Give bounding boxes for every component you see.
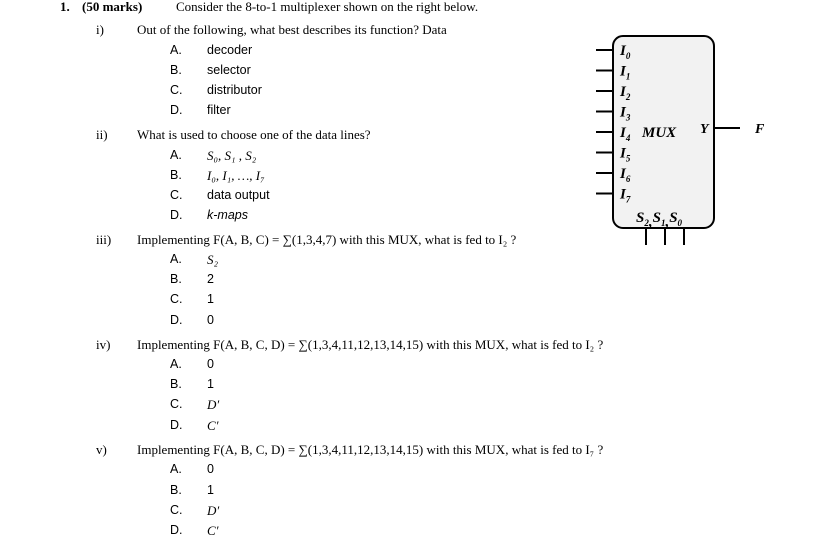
option-text: selector bbox=[207, 63, 251, 77]
option-text: 2 bbox=[207, 272, 214, 286]
option-text: D′ bbox=[207, 503, 220, 518]
option-letter: B. bbox=[170, 168, 182, 182]
mux-input-label: $I_6$ bbox=[620, 166, 631, 184]
option-letter: B. bbox=[170, 483, 182, 497]
option-text: filter bbox=[207, 103, 231, 117]
option-text: 1 bbox=[207, 292, 214, 306]
option-text: 1 bbox=[207, 483, 214, 497]
option-letter: B. bbox=[170, 272, 182, 286]
part-question: What is used to choose one of the data lines? bbox=[137, 127, 371, 142]
mux-output-pin: Y bbox=[700, 122, 709, 137]
part-question: Implementing F(A, B, C) = ∑(1,3,4,7) with this MUX, what is fed to I₂ ? bbox=[137, 232, 517, 247]
part-label: i) bbox=[96, 22, 104, 37]
question-number: 1. bbox=[60, 0, 70, 14]
option-text: decoder bbox=[207, 43, 253, 57]
option-letter: A. bbox=[170, 252, 182, 266]
option-letter: D. bbox=[170, 313, 183, 327]
option-text: C′ bbox=[207, 418, 219, 433]
option-text: 0 bbox=[207, 462, 214, 476]
option-text: 0 bbox=[207, 357, 214, 371]
option-letter: A. bbox=[170, 462, 182, 476]
option-letter: A. bbox=[170, 357, 182, 371]
option-letter: B. bbox=[170, 63, 182, 77]
question-prompt: Consider the 8-to-1 multiplexer shown on the right below. bbox=[176, 0, 479, 14]
part-question: Implementing F(A, B, C, D) = ∑(1,3,4,11,12,13,14,15) with this MUX, what is fed to I₂ ? bbox=[137, 337, 604, 352]
option-text: S₂ bbox=[207, 252, 219, 267]
option-text: I₀, I₁, …, I₇ bbox=[207, 168, 265, 183]
option-letter: D. bbox=[170, 418, 183, 432]
part-question: Out of the following, what best describes its function? Data bbox=[137, 22, 447, 37]
mux-input-label: $I_4$ bbox=[620, 125, 631, 143]
option-text: 1 bbox=[207, 377, 214, 391]
mux-input-label: $I_3$ bbox=[620, 104, 631, 123]
mux-output-name: F bbox=[755, 122, 765, 137]
option-text: C′ bbox=[207, 523, 219, 538]
part-label: ii) bbox=[96, 127, 108, 142]
option-text: k-maps bbox=[207, 208, 248, 222]
option-letter: C. bbox=[170, 292, 183, 306]
mux-label: MUX bbox=[642, 125, 677, 141]
option-letter: C. bbox=[170, 503, 183, 517]
mux-input-label: $I_1$ bbox=[620, 63, 631, 82]
option-letter: C. bbox=[170, 83, 183, 97]
part-label: v) bbox=[96, 442, 107, 457]
mux-input-label: $I_7$ bbox=[620, 186, 631, 205]
part-label: iii) bbox=[96, 232, 112, 247]
option-letter: C. bbox=[170, 397, 183, 411]
mux-input-label: $I_0$ bbox=[620, 43, 631, 61]
option-letter: D. bbox=[170, 523, 183, 537]
mux-input-label: $I_2$ bbox=[620, 84, 631, 102]
option-letter: B. bbox=[170, 377, 182, 391]
option-text: 0 bbox=[207, 313, 214, 327]
question-marks: (50 marks) bbox=[82, 0, 143, 14]
option-letter: A. bbox=[170, 148, 182, 162]
option-letter: C. bbox=[170, 188, 183, 202]
option-text: distributor bbox=[207, 83, 262, 97]
part-label: iv) bbox=[96, 337, 111, 352]
option-letter: D. bbox=[170, 103, 183, 117]
option-text: D′ bbox=[207, 397, 220, 412]
option-letter: D. bbox=[170, 208, 183, 222]
mux-select-label: $S_2,S_1,S_0$ bbox=[636, 210, 683, 230]
part-question: Implementing F(A, B, C, D) = ∑(1,3,4,11,12,13,14,15) with this MUX, what is fed to I₇ ? bbox=[137, 442, 604, 457]
option-text: S₀, S₁ , S₂ bbox=[207, 148, 257, 163]
mux-input-label: $I_5$ bbox=[620, 145, 631, 164]
option-letter: A. bbox=[170, 43, 182, 57]
option-text: data output bbox=[207, 188, 270, 202]
